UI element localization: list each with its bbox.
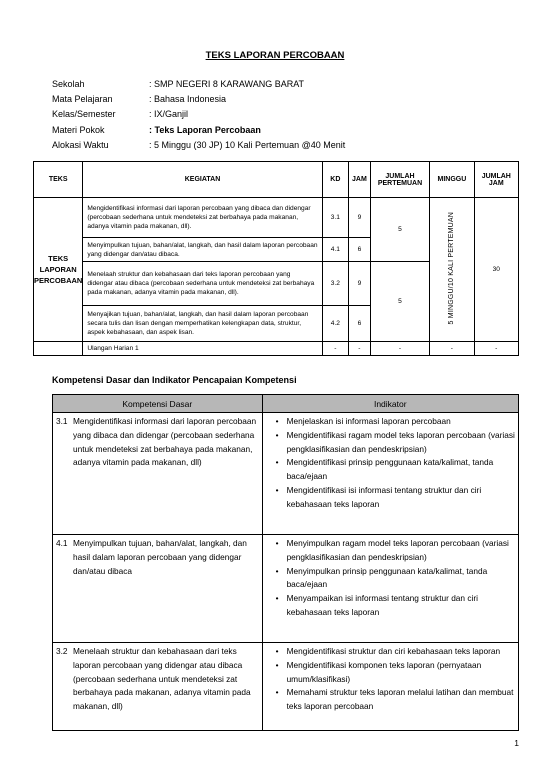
pertemuan-cell: 5 <box>370 262 429 342</box>
kd-number: 3.2 <box>56 646 68 656</box>
table-row <box>53 643 519 731</box>
ulangan-kd: - <box>322 342 348 356</box>
kd-text: Mengidentifikasi informasi dari laporan percobaan yang dibaca dan didengar (percobaan sederhana untuk mendeteksi zat berbahaya pada makanan, adanya vitamin pada makanan, dll) <box>73 416 257 468</box>
ulangan-label: Ulangan Harian 1 <box>83 342 322 356</box>
table-row <box>53 535 519 643</box>
kegiatan-cell: Mengidentifikasi informasi dari laporan percobaan yang dibaca dan didengar (percobaan sederhana untuk mendeteksi zat berbahaya pada makanan, adanya vitamin pada makanan, dll). <box>83 198 322 238</box>
header-jumlah-jam: JUMLAH JAM <box>474 162 518 198</box>
indikator-cell <box>262 535 518 643</box>
page-number: 1 <box>514 738 519 748</box>
minggu-cell <box>430 198 474 342</box>
schedule-table <box>33 161 519 356</box>
meta-value: : SMP NEGERI 8 KARAWANG BARAT <box>149 79 305 89</box>
jam-cell: 9 <box>349 198 371 238</box>
competency-table <box>52 394 519 731</box>
meta-label: Sekolah <box>52 79 85 89</box>
section-title: Kompetensi Dasar dan Indikator Pencapaian Kompetensi <box>52 375 297 385</box>
kd-cell <box>53 535 263 643</box>
document-meta <box>52 77 345 153</box>
kd-text: Menelaah struktur dan kebahasaan dari teks laporan percobaan yang didengar atau dibaca (percobaan sederhana untuk mendeteksi zat berbahaya pada makanan, adanya vitamin pada makanan, dll) <box>73 646 251 712</box>
empty-cell <box>34 342 83 356</box>
list-item: • Memahami struktur teks laporan melalui latihan dan membuat teks laporan percobaan <box>276 686 515 714</box>
schedule-header-row <box>34 162 519 198</box>
list-item: • Menyimpulkan prinsip penggunaan kata/kalimat, tanda baca/ejaan <box>276 565 515 593</box>
meta-row-kelas <box>52 107 345 122</box>
minggu-vertical-text: 5 MINGGU/10 KALI PERTEMUAN <box>448 212 456 325</box>
list-item: • Menyimpulkan ragam model teks laporan percobaan (variasi pengklasifikasian dan pendeskripsian) <box>276 537 515 565</box>
teks-cell: TEKS LAPORAN PERCOBAAN <box>34 198 83 342</box>
meta-label: Alokasi Waktu <box>52 139 109 150</box>
kd-cell: 4.1 <box>322 238 348 262</box>
kd-cell <box>53 413 263 535</box>
list-item: • Menjelaskan isi informasi laporan percobaan <box>276 415 515 429</box>
ulangan-pertemuan: - <box>370 342 429 356</box>
ulangan-minggu: - <box>430 342 474 356</box>
page-title: TEKS LAPORAN PERCOBAAN <box>205 50 345 61</box>
header-jam: JAM <box>349 162 371 198</box>
indikator-cell <box>262 413 518 535</box>
pertemuan-cell: 5 <box>370 198 429 262</box>
kegiatan-cell: Menyajikan tujuan, bahan/alat, langkah, dan hasil dalam laporan percobaan secara tulis dan lisan dengan memperhatikan kelengkapan data, struktur, aspek kebahasaan, dan aspek lisan. <box>83 306 322 342</box>
meta-value: : Teks Laporan Percobaan <box>149 124 261 135</box>
kd-cell <box>53 643 263 731</box>
kd-number: 3.1 <box>56 416 68 426</box>
header-kompetensi-dasar: Kompetensi Dasar <box>53 395 263 413</box>
table-row <box>53 413 519 535</box>
header-minggu: MINGGU <box>430 162 474 198</box>
meta-value: : Bahasa Indonesia <box>149 94 227 105</box>
header-teks: TEKS <box>34 162 83 198</box>
list-item: • Mengidentifikasi isi informasi tentang struktur dan ciri kebahasaan teks laporan <box>276 484 515 512</box>
meta-row-mapel <box>52 92 345 107</box>
header-pertemuan: JUMLAH PERTEMUAN <box>370 162 429 198</box>
meta-value: : 5 Minggu (30 JP) 10 Kali Pertemuan @40 Menit <box>149 139 346 150</box>
list-item: • Mengidentifikasi ragam model teks laporan percobaan (variasi pengklasifikasian dan pendeskripsian) <box>276 429 515 457</box>
kd-cell: 4.2 <box>322 306 348 342</box>
kegiatan-cell: Menelaah struktur dan kebahasaan dari teks laporan percobaan yang didengar atau dibaca (percobaan sederhana untuk mendeteksi zat berbahaya pada makanan, adanya vitamin pada makanan, dll). <box>83 262 322 306</box>
meta-label: Mata Pelajaran <box>52 94 113 105</box>
meta-label: Materi Pokok <box>52 124 105 135</box>
jumlah-jam-cell: 30 <box>474 198 518 342</box>
list-item: • Mengidentifikasi struktur dan ciri kebahasaan teks laporan <box>276 645 515 659</box>
header-indikator: Indikator <box>262 395 518 413</box>
indikator-cell <box>262 643 518 731</box>
list-item: • Mengidentifikasi komponen teks laporan (pernyataan umum/klasifikasi) <box>276 659 515 687</box>
kd-cell: 3.2 <box>322 262 348 306</box>
list-item: • Menyampaikan isi informasi tentang struktur dan ciri kebahasaan teks laporan <box>276 592 515 620</box>
meta-value: : IX/Ganjil <box>149 109 189 120</box>
meta-row-alokasi <box>52 138 345 153</box>
kd-number: 4.1 <box>56 538 68 548</box>
competency-header-row <box>53 395 519 413</box>
ulangan-jam: - <box>349 342 371 356</box>
meta-row-materi <box>52 123 345 138</box>
meta-label: Kelas/Semester <box>52 109 116 120</box>
ulangan-jumlah-jam: - <box>474 342 518 356</box>
jam-cell: 6 <box>349 306 371 342</box>
kegiatan-cell: Menyimpulkan tujuan, bahan/alat, langkah, dan hasil dalam laporan percobaan yang didengar dan/atau dibaca. <box>83 238 322 262</box>
jam-cell: 6 <box>349 238 371 262</box>
jam-cell: 9 <box>349 262 371 306</box>
table-row <box>34 198 519 238</box>
header-kd: KD <box>322 162 348 198</box>
table-row-ulangan <box>34 342 519 356</box>
list-item: • Mengidentifikasi prinsip penggunaan kata/kalimat, tanda baca/ejaan <box>276 456 515 484</box>
kd-text: Menyimpulkan tujuan, bahan/alat, langkah, dan hasil dalam laporan percobaan yang didengar dan/atau dibaca <box>73 538 247 576</box>
header-kegiatan: KEGIATAN <box>83 162 322 198</box>
meta-row-sekolah <box>52 77 345 92</box>
kd-cell: 3.1 <box>322 198 348 238</box>
